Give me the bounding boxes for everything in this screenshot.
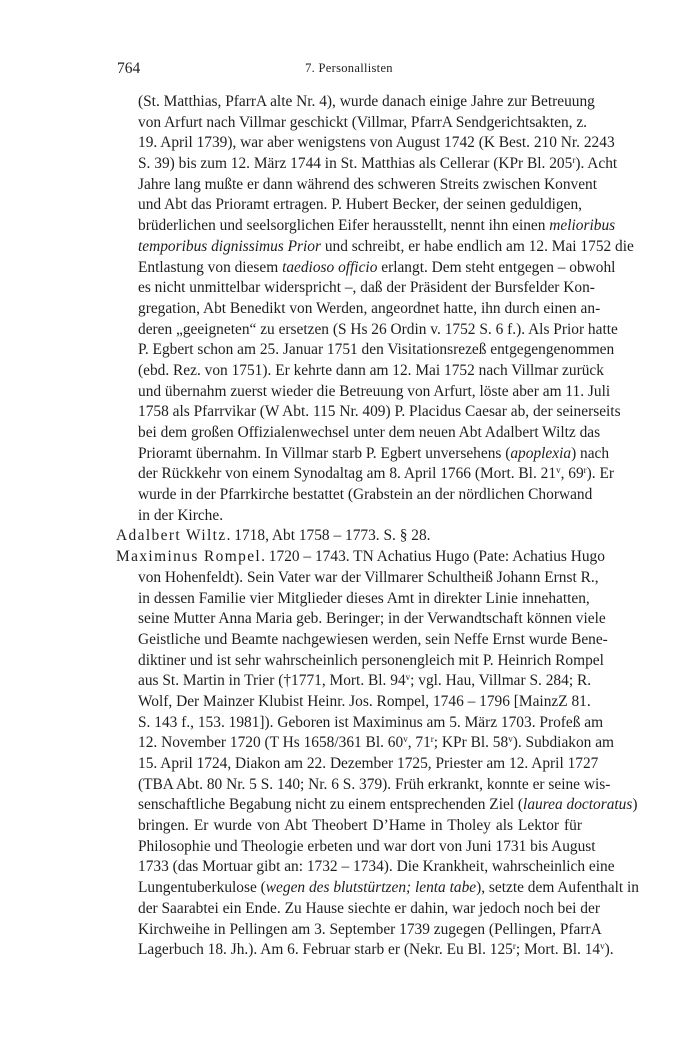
text-line [116, 589, 590, 610]
folio-superscript: v [403, 734, 408, 745]
text-run: Philosophie und Theologie erbeten und war dort von Juni 1731 bis August [138, 837, 596, 855]
text-run: ). Acht [575, 155, 618, 173]
text-line [116, 940, 614, 961]
text-line [116, 609, 606, 630]
text-line [116, 216, 616, 237]
text-run: wurde in der Pfarrkirche bestattet (Grabstein an der nördlichen Chorwand [138, 486, 593, 504]
folio-superscript: r [583, 465, 587, 476]
folio-superscript: v [600, 941, 605, 952]
text-run: , 71 [407, 734, 431, 752]
text-run: P. Egbert schon am 25. Januar 1751 den Visitationsrezeß entgegengenommen [138, 341, 615, 359]
text-run: 1733 (das Mortuar gibt an: 1732 – 1734). Die Krankheit, wahrscheinlich eine [138, 858, 615, 876]
text-run: S. 39) bis zum 12. März 1744 in St. Matthias als Cellerar (KPr Bl. 205 [138, 155, 573, 173]
text-line [116, 133, 615, 154]
text-run: gregation, Abt Benedikt von Werden, angeordnet hatte, ihn durch einen an- [138, 299, 601, 317]
text-run: seine Mutter Anna Maria geb. Beringer; in der Verwandtschaft können viele [138, 610, 606, 628]
text-run: ) [632, 796, 638, 814]
text-line [116, 795, 638, 816]
text-run: bringen. Er wurde von Abt Theobert D’Hame in Tholey als Lektor für [138, 817, 582, 835]
text-line [116, 299, 601, 320]
text-line [116, 382, 611, 403]
text-run: und übernahm zuerst wieder die Betreuung von Arfurt, löste aber am 11. Juli [138, 382, 611, 400]
text-line [116, 320, 618, 341]
latin-term: temporibus dignissimus Prior [138, 237, 321, 255]
text-run: Lungentuberkulose ( [138, 879, 266, 897]
text-run: Entlastung von diesem [138, 258, 283, 276]
text-run: senschaftliche Begabung nicht zu einem entsprechenden Ziel ( [138, 796, 524, 814]
text-line [116, 651, 604, 672]
text-line [116, 175, 598, 196]
text-run: , 69 [560, 465, 584, 483]
text-run: 19. April 1739), war aber wenigstens von August 1742 (K Best. 210 Nr. 2243 [138, 134, 615, 152]
text-run: brüderlichen und seelsorglichen Eifer herausstellt, nennt ihn einen [138, 217, 550, 235]
text-line [116, 920, 602, 941]
text-run: in der Kirche. [138, 506, 224, 524]
text-line [116, 692, 591, 713]
text-run: Prioramt übernahm. In Villmar starb P. Egbert unversehens ( [138, 444, 511, 462]
text-line [116, 485, 593, 506]
text-line [116, 154, 618, 175]
folio-superscript: r [430, 734, 434, 745]
folio-superscript: v [405, 672, 411, 683]
text-run: ), setzte dem Aufenthalt in [476, 879, 639, 897]
text-run: von Hohenfeldt). Sein Vater war der Villmarer Schultheiß Johann Ernst R., [138, 568, 599, 586]
text-line [116, 113, 588, 134]
text-run: 15. April 1724, Diakon am 22. Dezember 1725, Priester am 12. April 1727 [138, 755, 599, 772]
text-line [116, 899, 600, 920]
text-line [116, 278, 595, 299]
text-run: ; KPr Bl. 58 [433, 734, 509, 752]
text-line [116, 816, 582, 837]
text-line [116, 195, 582, 216]
text-run: 1758 als Pfarrvikar (W Abt. 115 Nr. 409) P. Placidus Caesar ab, der seinerseits [138, 403, 621, 421]
text-run: der Saarabtei ein Ende. Zu Hause siechte er dahin, war jedoch noch bei der [138, 899, 600, 917]
folio-superscript: r [512, 941, 516, 952]
running-title: 7. Personallisten [305, 61, 393, 75]
text-run: (TBA Abt. 80 Nr. 5 S. 140; Nr. 6 S. 379). Früh erkrankt, konnte er seine wis- [138, 775, 611, 793]
text-line [116, 258, 616, 279]
text-run: aus St. Martin in Trier (†1771, Mort. Bl. 94 [138, 672, 406, 690]
latin-term: melioribus [549, 217, 616, 235]
text-run: von Arfurt nach Villmar geschickt (Villmar, PfarrA Sendgerichtsakten, z. [138, 113, 588, 131]
text-line [116, 423, 601, 444]
text-line [116, 92, 595, 113]
text-run: und schreibt, er habe endlich am 12. Mai 1752 die [321, 237, 634, 255]
text-line [116, 754, 599, 775]
text-line [116, 444, 610, 465]
entry-maximinus-rompel [116, 547, 639, 961]
text-run: Kirchweihe in Pellingen am 3. September 1739 zugegen (Pellingen, PfarrA [138, 920, 602, 938]
text-run: bei dem großen Offizialenwechsel unter dem neuen Abt Adalbert Wiltz das [138, 424, 601, 441]
text-run: es nicht unmittelbar widerspricht –, daß der Präsident der Bursfelder Kon- [138, 279, 595, 297]
entry-text: . 1718, Abt 1758 – 1773. S. § 28. [226, 527, 431, 545]
text-line [116, 878, 639, 899]
entry-adalbert-wiltz [116, 526, 582, 547]
text-run: Geistliche und Beamte nachgewiesen werden, sein Neffe Ernst wurde Bene- [138, 630, 608, 648]
text-line [116, 568, 599, 589]
latin-term: apoplexia [510, 444, 572, 462]
entry-first-line [116, 547, 605, 568]
text-run: ). Er [586, 465, 615, 483]
text-run: Wolf, Der Mainzer Klubist Heinr. Jos. Rompel, 1746 – 1796 [MainzZ 81. [138, 692, 591, 710]
text-run: Lagerbuch 18. Jh.). Am 6. Februar starb er (Nekr. Eu Bl. 125 [138, 941, 513, 959]
folio-superscript: v [556, 465, 561, 476]
text-run: in dessen Familie vier Mitglieder dieses Amt in direkter Linie innehatten, [138, 589, 590, 607]
entry-name: Adalbert Wiltz [116, 527, 227, 545]
text-run: der Rückkehr von einem Synodaltag am 8. April 1766 (Mort. Bl. 21 [138, 465, 557, 483]
text-run: S. 143 f., 153. 1981]). Geboren ist Maximinus am 5. März 1703. Profeß am [138, 713, 604, 731]
entry-egbert-continuation [116, 92, 634, 526]
text-run: ; vgl. Hau, Villmar S. 284; R. [410, 672, 592, 690]
page-body [116, 92, 639, 961]
folio-superscript: r [572, 155, 576, 166]
latin-term: wegen des blutstürtzen; lenta tabe [265, 879, 477, 897]
text-run: und Abt das Prioramt ertragen. P. Hubert Becker, der seinen geduldigen, [138, 196, 582, 214]
folio-superscript: v [508, 734, 513, 745]
text-run: deren „geeigneten“ zu ersetzen (S Hs 26 Ordin v. 1752 S. 6 f.). Als Prior hatte [138, 320, 618, 338]
text-line [116, 733, 615, 754]
text-run: Jahre lang mußte er dann während des schweren Streits zwischen Konvent [138, 175, 598, 193]
latin-term: laurea doctoratus [523, 796, 633, 814]
text-line [116, 837, 596, 858]
text-run: (ebd. Rez. von 1751). Er kehrte dann am 12. Mai 1752 nach Villmar zurück [138, 361, 604, 379]
text-line [116, 340, 615, 361]
text-run: diktiner und ist sehr wahrscheinlich personengleich mit P. Heinrich Rompel [138, 651, 604, 669]
page-header [117, 60, 581, 80]
text-run: (St. Matthias, PfarrA alte Nr. 4), wurde danach einige Jahre zur Betreuung [138, 93, 595, 110]
text-line [116, 775, 611, 796]
text-run: ). Subdiakon am [512, 734, 615, 752]
text-line [116, 361, 604, 382]
text-line [116, 506, 582, 527]
text-line [116, 237, 634, 258]
text-run: erlangt. Dem steht entgegen – obwohl [377, 258, 616, 276]
text-line [116, 402, 621, 423]
text-run: 12. November 1720 (T Hs 1658/361 Bl. 60 [138, 734, 404, 752]
latin-term: taedioso officio [282, 258, 378, 276]
text-line [116, 671, 592, 692]
text-line [116, 630, 608, 651]
text-run: ) nach [571, 444, 610, 462]
text-line [116, 464, 615, 485]
text-line [116, 713, 604, 734]
entry-text: . 1720 – 1743. TN Achatius Hugo (Pate: Achatius Hugo [261, 548, 605, 566]
entry-maximinus-body [116, 568, 639, 961]
entry-name: Maximinus Rompel [116, 548, 262, 566]
text-run: ). [604, 941, 614, 959]
text-line [116, 857, 615, 878]
page-number: 764 [117, 60, 141, 77]
text-run: ; Mort. Bl. 14 [515, 941, 601, 959]
